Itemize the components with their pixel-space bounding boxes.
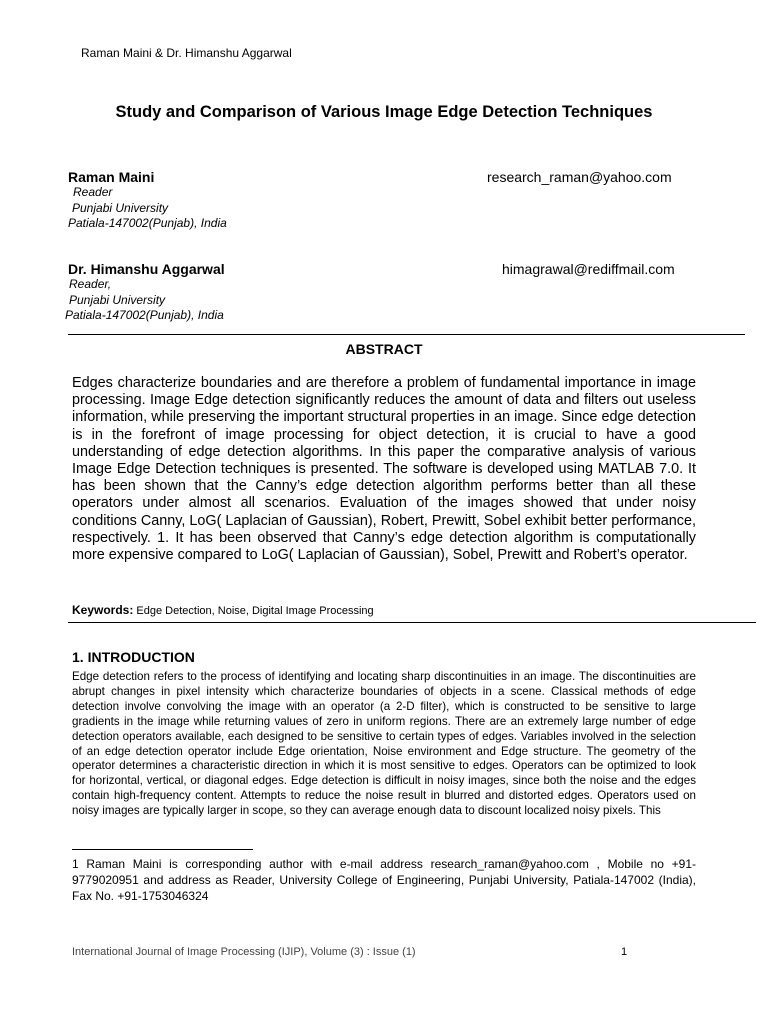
- keywords-line: [72, 603, 374, 617]
- author-role-2: Reader,: [69, 277, 112, 291]
- author-address-1: Patiala-147002(Punjab), India: [68, 216, 227, 230]
- author-name-1: Raman Maini: [68, 169, 155, 185]
- author-role-1: Reader: [73, 185, 113, 199]
- author-address-2: Patiala-147002(Punjab), India: [65, 308, 224, 322]
- abstract-text: Edges characterize boundaries and are therefore a problem of fundamental importance in image processing. Image Edge detection significantly reduces the amount of data and filters out useless information, while preserving the important structural properties in an image. Since edge detection is in the forefront of image processing for object detection, it is crucial to have a good understanding of edge detection algorithms. In this paper the comparative analysis of various Image Edge Detection techniques is presented. The software is developed using MATLAB 7.0. It has been shown that the Canny’s edge detection algorithm performs better than all these operators under almost all scenarios. Evaluation of the images showed that under noisy conditions Canny, LoG( Laplacian of Gaussian), Robert, Prewitt, Sobel exhibit better performance, respectively. 1. It has been observed that Canny’s edge detection algorithm is computationally more expensive compared to LoG( Laplacian of Gaussian), Sobel, Prewitt and Robert’s operator.: [72, 375, 696, 564]
- author-university-2: Punjabi University: [69, 292, 166, 307]
- author-university-1: Punjabi University: [72, 200, 169, 215]
- author-name-2: Dr. Himanshu Aggarwal: [68, 261, 225, 277]
- footnote-text: 1 Raman Maini is corresponding author with e-mail address research_raman@yahoo.com , Mobile no +91-9779020951 and address as Reader, University College of Engineering, Punjabi University, Patiala-147002 (India), Fax No. +91-1753046324: [72, 857, 696, 903]
- author-email-2: himagrawal@rediffmail.com: [502, 261, 675, 277]
- keywords-label: Keywords:: [72, 603, 134, 617]
- keywords-bottom-rule: [68, 622, 756, 623]
- introduction-text: Edge detection refers to the process of identifying and locating sharp discontinuities in an image. The discontinuities are abrupt changes in pixel intensity which characterize boundaries of objects in a scene. Classical methods of edge detection involve convolving the image with an operator (a 2-D filter), which is constructed to be sensitive to large gradients in the image while returning values of zero in uniform regions. There are an extremely large number of edge detection operators available, each designed to be sensitive to certain types of edges. Variables involved in the selection of an edge detection operator include Edge orientation, Noise environment and Edge structure. The geometry of the operator determines a characteristic direction in which it is most sensitive to edges. Operators can be optimized to look for horizontal, vertical, or diagonal edges. Edge detection is difficult in noisy images, since both the noise and the edges contain high-frequency content. Attempts to reduce the noise result in blurred and distorted edges. Operators used on noisy images are typically larger in scope, so they can average enough data to discount localized noisy pixels. This: [72, 670, 696, 818]
- paper-title: Study and Comparison of Various Image Edge Detection Techniques: [115, 103, 653, 121]
- keywords-text: Edge Detection, Noise, Digital Image Processing: [136, 605, 374, 617]
- author-email-1: research_raman@yahoo.com: [487, 169, 672, 185]
- footnote-separator: [72, 849, 253, 850]
- journal-footer: International Journal of Image Processing (IJIP), Volume (3) : Issue (1): [72, 946, 416, 958]
- running-head: Raman Maini & Dr. Himanshu Aggarwal: [81, 46, 292, 60]
- abstract-top-rule: [68, 334, 745, 335]
- introduction-heading: 1. INTRODUCTION: [72, 649, 195, 665]
- abstract-heading: ABSTRACT: [345, 341, 423, 357]
- page-number: 1: [621, 946, 628, 958]
